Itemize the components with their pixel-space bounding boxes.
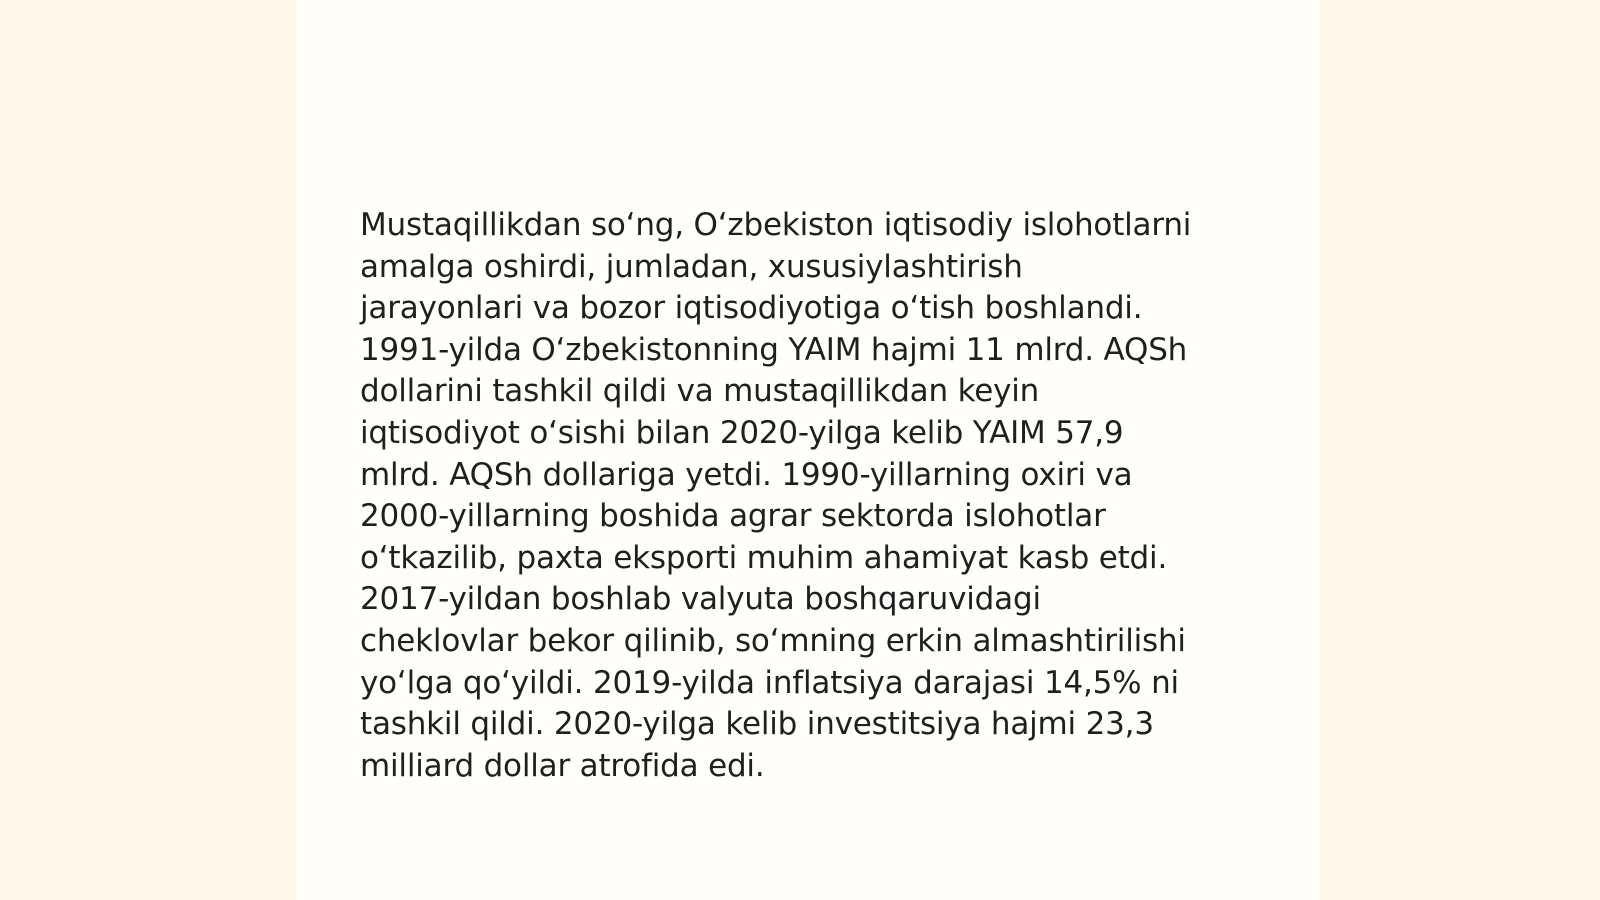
paragraph-line: cheklovlar bekor qilinib, so‘mning erkin almashtirilishi (360, 622, 1186, 659)
paragraph-line: mlrd. AQSh dollariga yetdi. 1990-yillarning oxiri va (360, 456, 1133, 493)
document-page (296, 0, 1320, 900)
paragraph-line: Mustaqillikdan so‘ng, O‘zbekiston iqtisodiy islohotlarni (360, 207, 1192, 243)
paragraph-line: yo‘lga qo‘yildi. 2019-yilda inflatsiya darajasi 14,5% ni (360, 664, 1179, 701)
paragraph-line: o‘tkazilib, paxta eksporti muhim ahamiyat kasb etdi. (360, 539, 1168, 576)
paragraph-line: milliard dollar atrofida edi. (360, 747, 765, 784)
paragraph-line: tashkil qildi. 2020-yilga kelib investitsiya hajmi 23,3 (360, 706, 1154, 743)
document-paragraph (360, 205, 1260, 787)
paragraph-line: 2000-yillarning boshida agrar sektorda islohotlar (360, 498, 1106, 535)
paragraph-line: jarayonlari va bozor iqtisodiyotiga o‘tish boshlandi. (360, 290, 1143, 327)
paragraph-line: 2017-yildan boshlab valyuta boshqaruvidagi (360, 581, 1041, 618)
paragraph-line: iqtisodiyot o‘sishi bilan 2020-yilga kelib YAIM 57,9 (360, 414, 1124, 451)
paragraph-line: 1991-yilda O‘zbekistonning YAIM hajmi 11 mlrd. AQSh (360, 331, 1188, 368)
paragraph-line: amalga oshirdi, jumladan, xususiylashtirish (360, 248, 1023, 285)
paragraph-line: dollarini tashkil qildi va mustaqillikdan keyin (360, 373, 1040, 410)
